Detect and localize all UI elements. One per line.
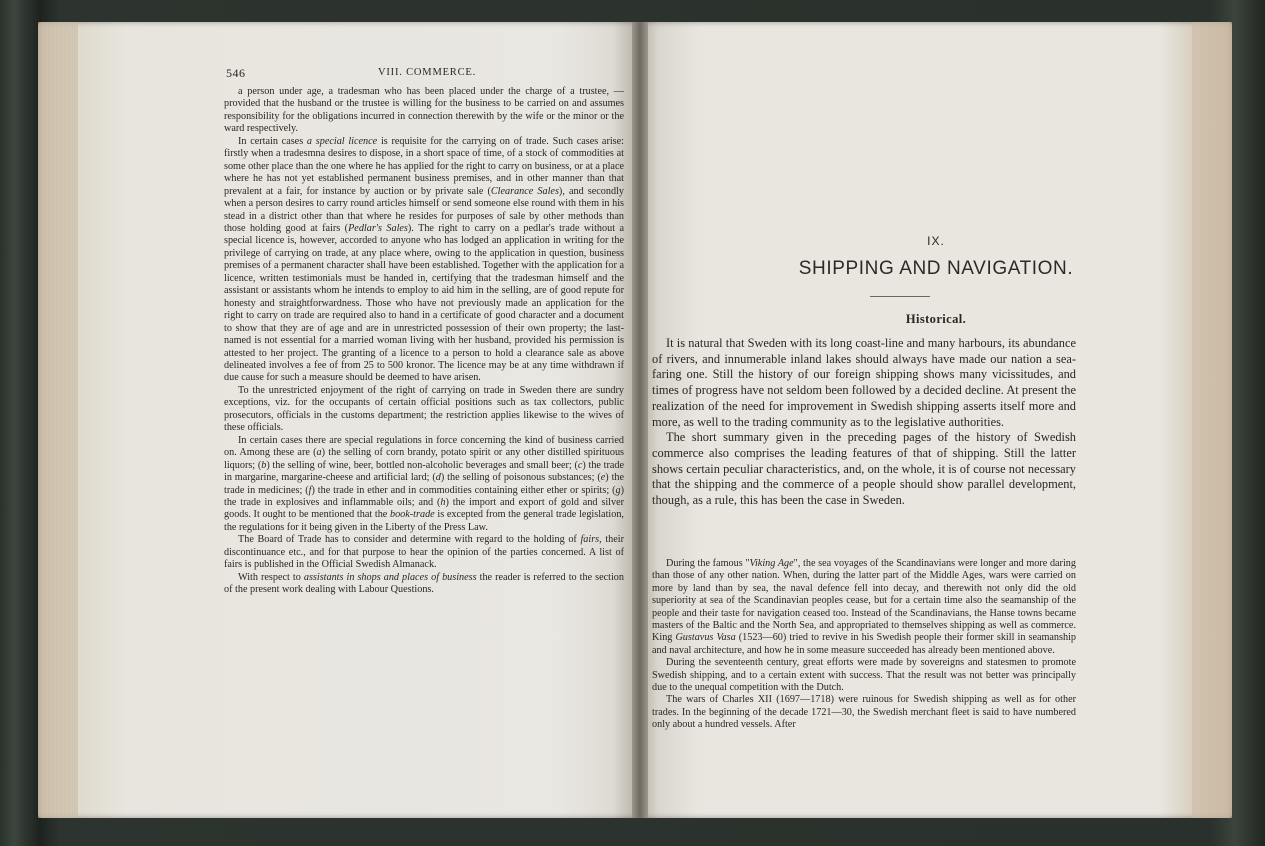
italic-text: Clearance Sales (490, 185, 559, 197)
italic-text: h (440, 496, 446, 508)
italic-text: f (308, 484, 312, 496)
book-gutter (632, 22, 648, 818)
running-title: VIII. COMMERCE. (378, 67, 477, 78)
text-run: With respect to (238, 571, 304, 583)
italic-text: a special licence (306, 135, 378, 147)
text-run: ) the trade in medicines; ( (224, 472, 625, 496)
text-run: is excepted from the general trade legislation, the regulations for it being given in the Liberty of the Press Law. (224, 509, 624, 533)
chapter-title: SHIPPING AND NAVIGATION. (798, 258, 1074, 279)
text-run: ) the import and export of gold and silver goods. It ought to be mentioned that the (224, 496, 624, 521)
text-run: ", the sea voyages of the Scandinavians were longer and more daring than those of any other nation. When, during the latter part of the Middle Ages, wars were carried on more by land than by sea, the naval defence fell into decay, and therewith not only did the old superiority at sea of the Scandinavian peoples cease, but for a certain time also the seamanship of the people and their taste for navigation ceased too. Instead of the Scandinavians, the Hanse towns became masters of the Baltic and the North Sea, and appropriated to themselves shipping as well as commerce. King (652, 558, 1076, 644)
italic-text: Viking Age (749, 558, 794, 569)
page-number: 546 (226, 66, 246, 80)
paragraph (224, 534, 624, 571)
italic-text: book-trade (389, 509, 435, 521)
italic-text: Gustavus Vasa (675, 632, 736, 644)
italic-text: g (615, 484, 621, 496)
section-heading: Historical. (905, 312, 967, 326)
paragraph (652, 694, 1076, 731)
text-run: is requisite for the carrying on of trade. Such cases arise: firstly when a tradesmna desires to dispose, in a short space of time, of a stock of commodities at some other place than the one where he has applied for the right to carry on business, or at a place where he has not yet established permanent business premises, and in other manner than that prevalent at a fair, for instance by auction or by private sale ( (224, 135, 624, 197)
text-run: To the unrestricted enjoyment of the right of carrying on trade in Sweden there are sundry exceptions, viz. for the occupants of certain official positions such as tax collectors, public prosecutors, officials in the customs department; the restriction applies likewise to the wives of these officials. (224, 384, 624, 434)
paragraph (652, 558, 1076, 657)
italic-text: assistants in shops and places of business (303, 571, 477, 583)
text-run: ) the trade in margarine, margarine-cheese and artificial lard; ( (224, 459, 624, 484)
italic-text: c (577, 459, 583, 471)
text-run: ) the selling of corn brandy, potato spirit or any other distilled spirituous liquors; ( (224, 447, 625, 471)
paragraph (224, 136, 624, 385)
chapter-number: IX. (927, 234, 945, 248)
text-run: a person under age, a tradesman who has been placed under the charge of a trustee, — provided that the husband or the trustee is willing for the business to be carried on and assumes responsibility for the obligations incurred in connection therewith by the wife or the minor or the ward respectively. (224, 86, 624, 135)
text-run: the reader is referred to the section of the present work dealing with Labour Questions. (224, 571, 624, 596)
text-run: The wars of Charles XII (1697—1718) were ruinous for Swedish shipping as well as for other trades. In the beginning of the decade 1721—30, the Swedish merchant fleet is said to have numbered only about a hundred vessels. After (652, 694, 1076, 731)
left-page-edges (38, 22, 78, 818)
left-body-text (224, 86, 624, 597)
right-page-edges (1192, 22, 1232, 818)
italic-text: a (316, 447, 322, 459)
italic-text: b (261, 459, 267, 471)
text-run: (1523—60) tried to revive in his Swedish people their former skill in seamanship and naval architecture, and how he in some measure succeeded has already been mentioned above. (652, 632, 1077, 656)
italic-text: Pedlar's Sales (348, 222, 408, 234)
italic-text: e (600, 472, 606, 484)
paragraph (224, 435, 624, 535)
italic-text: fairs (580, 534, 600, 546)
text-run: The Board of Trade has to consider and determine with regard to the holding of (238, 534, 581, 546)
text-run: ) the selling of wine, beer, bottled non-alcoholic beverages and small beer; ( (266, 459, 578, 471)
text-run: The short summary given in the preceding pages of the history of Swedish commerce also comprises the leading features of that of shipping. Still the latter shows certain peculiar characteristics, and, on the whole, it is of course not necessary that the shipping and the commerce of a people should show parallel development, though, as a rule, this has been the case in Sweden. (652, 430, 1076, 508)
text-run: ), and secondly when a person desires to carry round articles himself or send someone else round with them in his stead in a district other than that where he resides for purposes of sale by other methods than those holding good at fairs ( (224, 185, 624, 234)
title-rule (870, 296, 930, 297)
paragraph (652, 336, 1076, 430)
right-body-text-large (652, 336, 1076, 509)
text-run: In certain cases (238, 135, 307, 147)
left-running-head (226, 66, 624, 82)
text-run: ). The right to carry on a pedlar's trade without a special licence is, however, accorded to anyone who has lodged an application in writing for the privilege of carrying on trade, at any place where, owing to the application in question, business premises of a permanent character shall have been established. Together with the application for a licence, written testimonials must be handed in, certifying that the tradesman himself and the assistant or assistants whom he intends to employ to aid him in the selling, are of good repute for honesty and straightforwardness. Those who have not previously made an application for the right to carry on trade are required also to hand in a certificate of good character and a document to show that they are of age and are in unrestricted possession of their own property; the last-named is not essential for a married woman living with her husband, provided his permission is attested to her project. The granting of a licence to a person to hold a clearance sale as above delineated involves a fee of from 25 to 500 kronor. The licence may be at any time withdrawn if due cause for such a measure should be deemed to have arisen. (224, 222, 625, 384)
paragraph (224, 86, 624, 136)
text-run: ) the trade in ether and in commodities containing either ether or spirits; ( (311, 484, 616, 496)
paragraph (224, 572, 624, 597)
text-run: ) the selling of poisonous substances; ( (440, 472, 601, 484)
text-run: During the seventeenth century, great efforts were made by sovereigns and statesmen to promote Swedish shipping, and to a certain extent with success. That the result was not better was principally due to the unequal competition with the Dutch. (652, 657, 1076, 694)
text-run: In certain cases there are special regulations in force concerning the kind of business carried on. Among these are ( (224, 434, 624, 459)
text-run: It is natural that Sweden with its long coast-line and many harbours, its abundance of rivers, and innumerable inland lakes should always have made our nation a sea-faring one. Still the history of our foreign shipping shows many vicissitudes, and times of progress have not seldom been followed by a decided decline. At present the realization of the need for improvement in Swedish shipping asserts itself more and more, as well to the trading community as to the legislative authorities. (652, 336, 1076, 429)
paragraph (224, 385, 624, 435)
paragraph (652, 657, 1076, 694)
italic-text: d (435, 472, 441, 484)
text-run: ) the trade in explosives and inflammable oils; and ( (224, 484, 624, 508)
right-body-text-small (652, 558, 1076, 732)
text-run: During the famous " (666, 558, 750, 569)
paragraph (652, 430, 1076, 509)
text-run: , their discontinuance etc., and for that purpose to hear the opinion of the parties concerned. A list of fairs is published in the Official Swedish Almanack. (224, 534, 624, 571)
